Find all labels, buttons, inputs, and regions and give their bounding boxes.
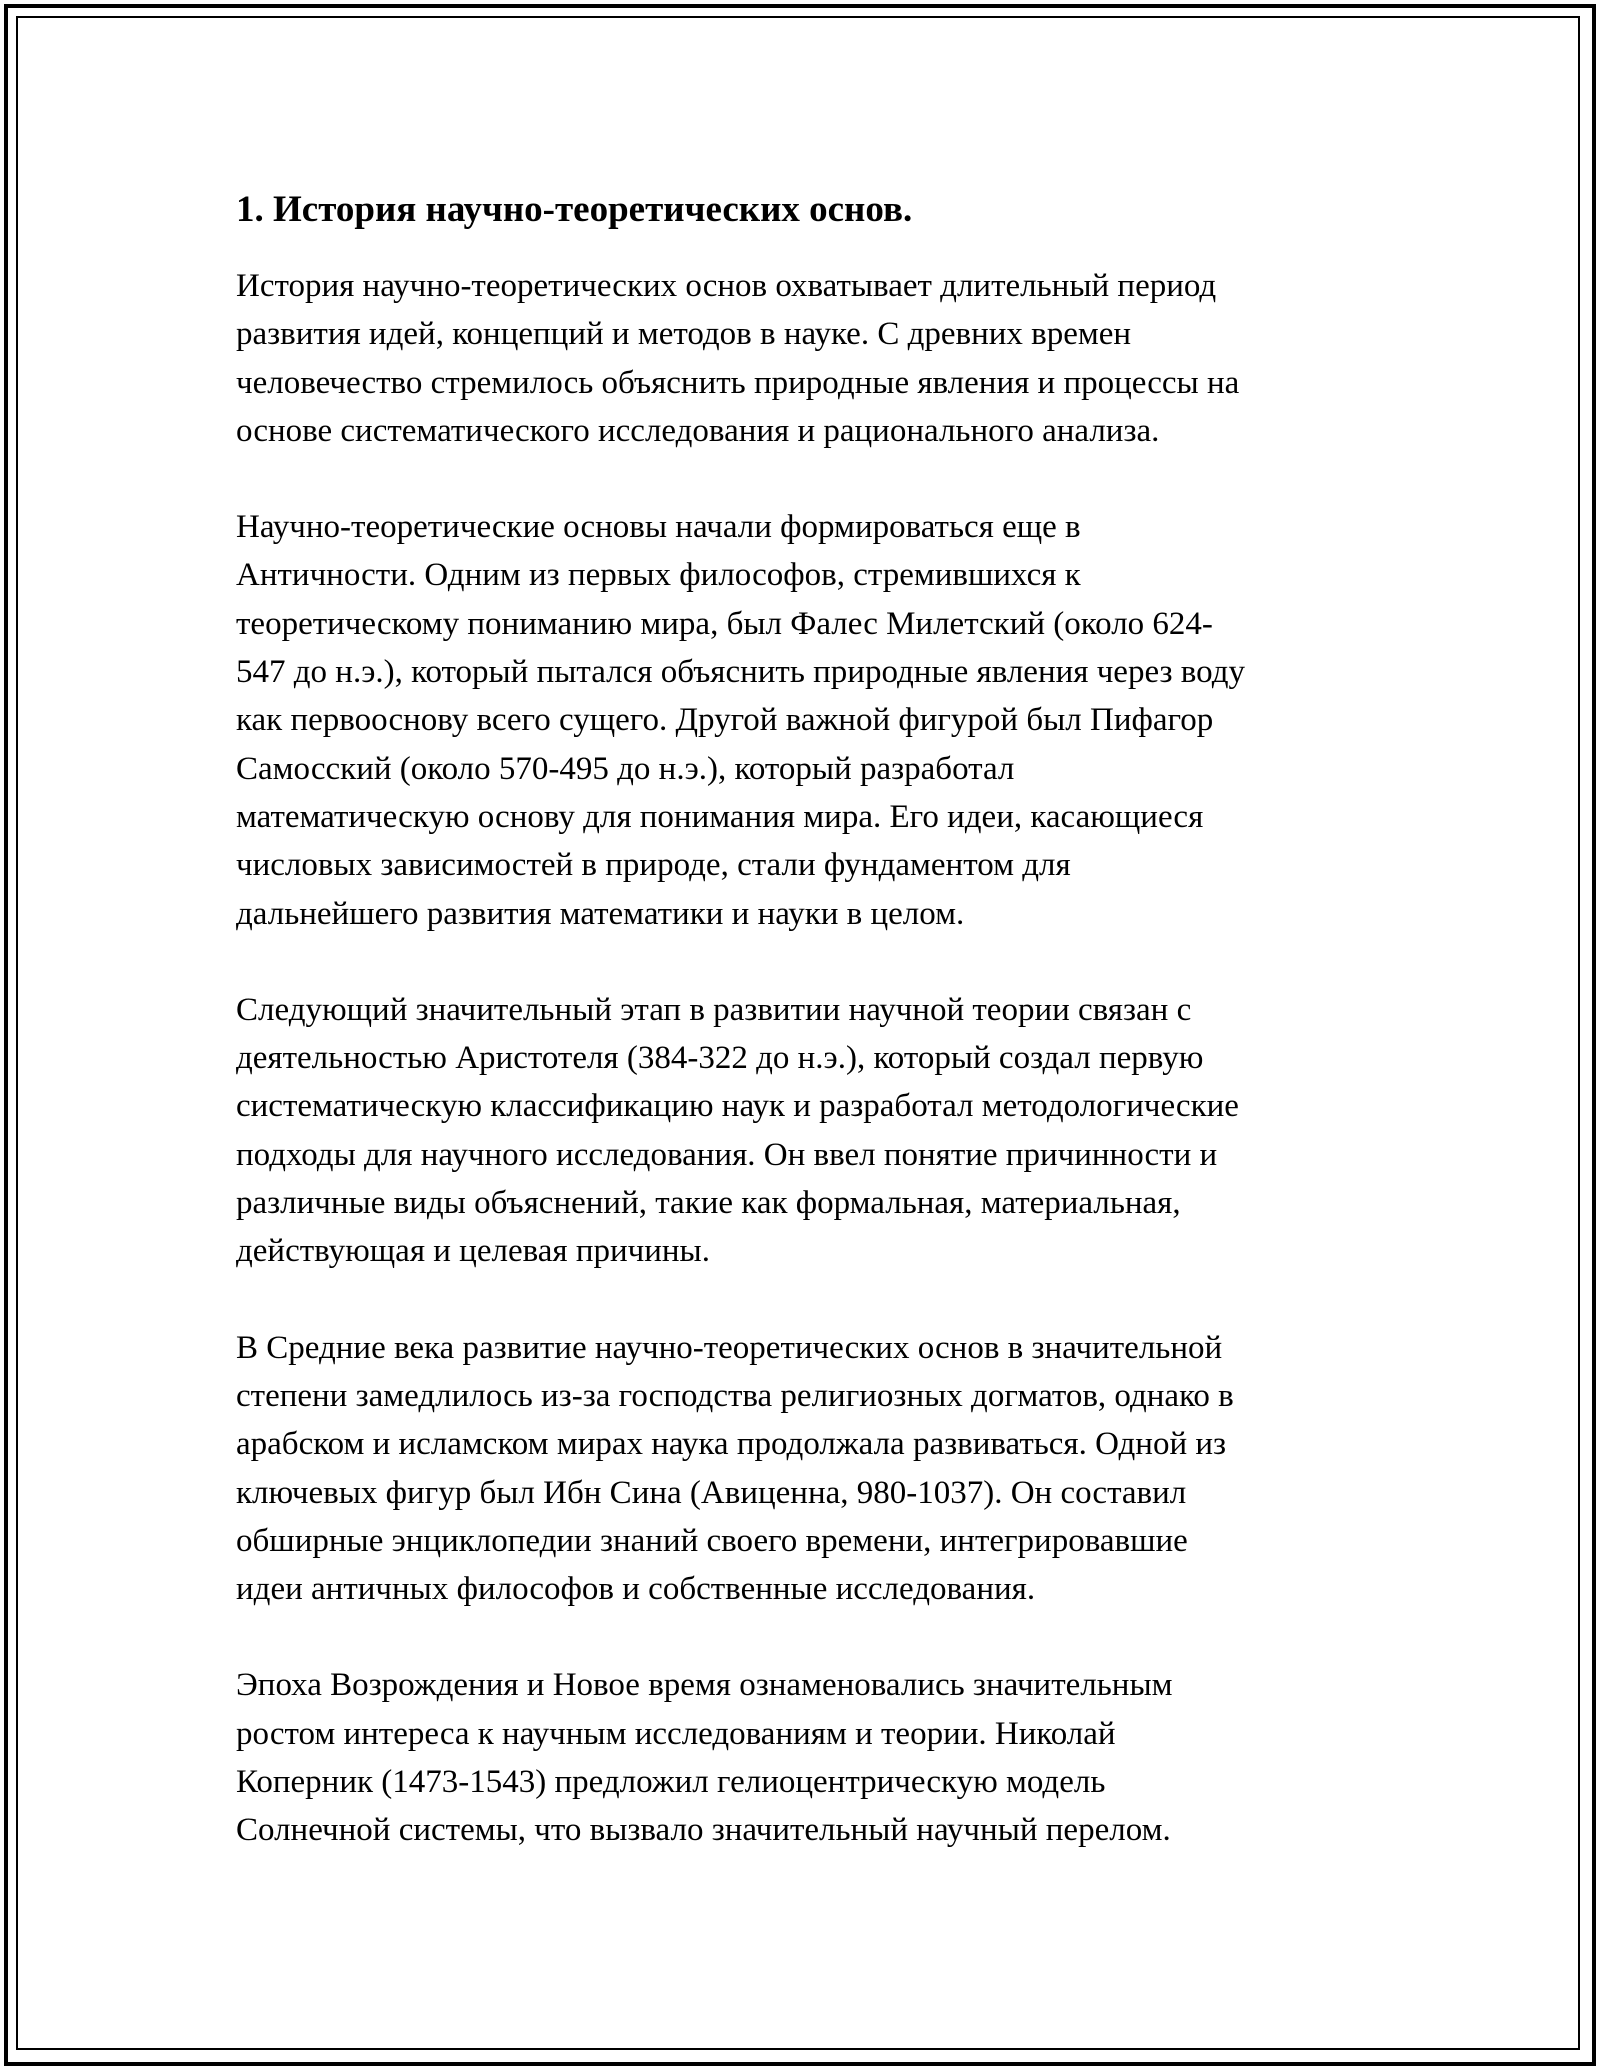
paragraph-line: ростом интереса к научным исследованиям и теории. Николай [236, 1715, 1116, 1752]
document-body [236, 186, 1376, 1903]
paragraph-line: арабском и исламском мирах наука продолжала развиваться. Одной из [236, 1426, 1227, 1463]
paragraph-line: человечество стремилось объяснить природные явления и процессы на [236, 364, 1240, 401]
paragraph-line: числовых зависимостей в природе, стали фундаментом для [236, 847, 1071, 884]
paragraph-renaissance [236, 1661, 1376, 1854]
paragraph-line: В Средние века развитие научно-теоретических основ в значительной [236, 1329, 1223, 1366]
paragraph-line: Научно-теоретические основы начали формироваться еще в [236, 509, 1081, 546]
paragraph-line: дальнейшего развития математики и науки в целом. [236, 895, 965, 932]
paragraph-line: идеи античных философов и собственные исследования. [236, 1571, 1036, 1608]
paragraph-line: История научно-теоретических основ охватывает длительный период [236, 268, 1217, 304]
paragraph-middle-ages [236, 1324, 1376, 1614]
paragraph-intro [236, 262, 1376, 455]
paragraph-aristotle [236, 986, 1376, 1276]
paragraph-line: систематическую классификацию наук и разработал методологические [236, 1088, 1239, 1125]
paragraph-line: развития идей, концепций и методов в науке. С древних времен [236, 316, 1132, 353]
paragraph-line: Солнечной системы, что вызвало значительный научный перелом. [236, 1812, 1171, 1849]
paragraph-line: Эпоха Возрождения и Новое время ознаменовались значительным [236, 1667, 1173, 1704]
paragraph-line: основе систематического исследования и рационального анализа. [236, 412, 1160, 449]
paragraph-line: Самосский (около 570-495 до н.э.), который разработал [236, 750, 1015, 787]
paragraph-line: Античности. Одним из первых философов, стремившихся к [236, 557, 1081, 594]
section-heading: 1. История научно-теоретических основ. [236, 189, 913, 230]
paragraph-line: математическую основу для понимания мира. Его идеи, касающиеся [236, 798, 1204, 835]
paragraph-line: степени замедлилось из-за господства религиозных догматов, однако в [236, 1377, 1234, 1414]
paragraph-line: различные виды объяснений, такие как формальная, материальная, [236, 1185, 1181, 1222]
paragraph-line: Коперник (1473-1543) предложил гелиоцентрическую модель [236, 1764, 1106, 1801]
paragraph-line: 547 до н.э.), который пытался объяснить природные явления через воду [236, 654, 1245, 691]
paragraph-line: ключевых фигур был Ибн Сина (Авиценна, 980-1037). Он составил [236, 1474, 1187, 1511]
paragraph-line: Следующий значительный этап в развитии научной теории связан с [236, 991, 1192, 1028]
paragraph-line: как первооснову всего сущего. Другой важной фигурой был Пифагор [236, 702, 1214, 739]
paragraph-line: обширные энциклопедии знаний своего времени, интегрировавшие [236, 1522, 1188, 1559]
paragraph-line: действующая и целевая причины. [236, 1233, 710, 1270]
paragraph-antiquity [236, 503, 1376, 938]
paragraph-line: деятельностью Аристотеля (384-322 до н.э.), который создал первую [236, 1040, 1204, 1077]
paragraph-line: теоретическому пониманию мира, был Фалес Милетский (около 624- [236, 605, 1213, 642]
paragraph-line: подходы для научного исследования. Он ввел понятие причинности и [236, 1136, 1218, 1173]
